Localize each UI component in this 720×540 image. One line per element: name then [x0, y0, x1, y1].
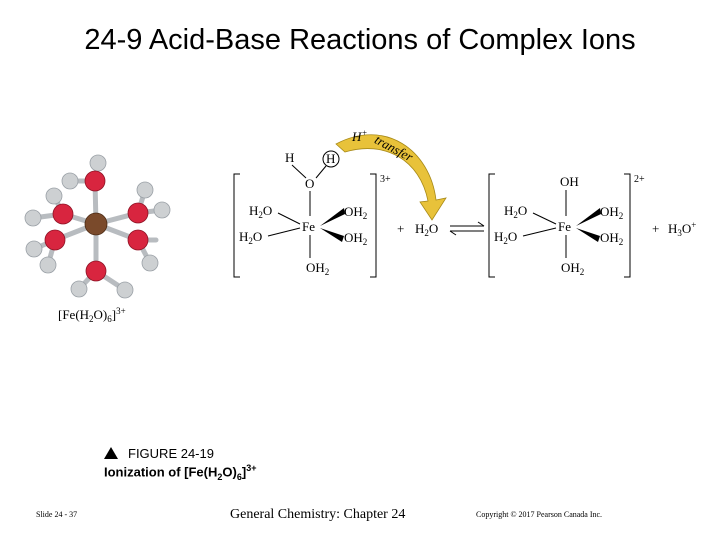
ball-and-stick-model	[25, 155, 170, 298]
slide-title: 24-9 Acid-Base Reactions of Complex Ions	[84, 24, 636, 56]
iron-atom	[85, 213, 107, 235]
left-ligand-lower: $H_2O$	[239, 229, 263, 246]
equilibrium-arrow	[450, 222, 484, 235]
top-hydroxide: OH	[560, 174, 579, 189]
water: $H_2O$	[415, 221, 439, 238]
reactant-plus: +	[397, 221, 405, 236]
right-complex-right-ligand-lower: $OH_2$	[600, 230, 624, 247]
right-charge: 2+	[634, 174, 645, 185]
chapter-footer: General Chemistry: Chapter 24	[230, 507, 406, 522]
right-complex-left-ligand-lower: $H_2O$	[494, 229, 518, 246]
left-ligand-upper: $H_2O$	[249, 203, 273, 220]
copyright: Copyright © 2017 Pearson Canada Inc.	[476, 510, 603, 519]
iron-center-left: Fe	[302, 219, 315, 234]
triangle-icon	[104, 447, 118, 459]
top-oxygen: O	[305, 176, 315, 191]
slide-number: Slide 24 - 37	[36, 510, 78, 519]
transferred-hydrogen: H	[326, 151, 336, 166]
left-complex	[234, 150, 391, 277]
product-plus: +	[652, 221, 660, 236]
transfer-label: transfer	[372, 131, 416, 165]
model-label: $[Fe(H_2O)_6]^{3+}$	[58, 306, 126, 324]
left-charge: 3+	[380, 174, 391, 185]
right-ligand-upper: $OH_2$	[344, 204, 368, 221]
hydronium: $H_3O^+$	[668, 220, 697, 238]
iron-center-right: Fe	[558, 219, 571, 234]
right-complex-left-ligand-upper: $H_2O$	[504, 203, 528, 220]
right-complex	[489, 174, 645, 277]
right-ligand-lower: $OH_2$	[344, 230, 368, 247]
top-hydrogen: H	[285, 150, 295, 165]
figure-caption: Ionization of $[Fe(H_2O)_6]^{3+}$	[104, 463, 257, 482]
h-plus-label: H+	[352, 128, 368, 144]
bottom-ligand-left: $OH_2$	[306, 260, 330, 277]
right-complex-bottom-ligand: $OH_2$	[561, 260, 585, 277]
figure-label: FIGURE 24-19	[104, 446, 214, 461]
right-complex-right-ligand-upper: $OH_2$	[600, 204, 624, 221]
